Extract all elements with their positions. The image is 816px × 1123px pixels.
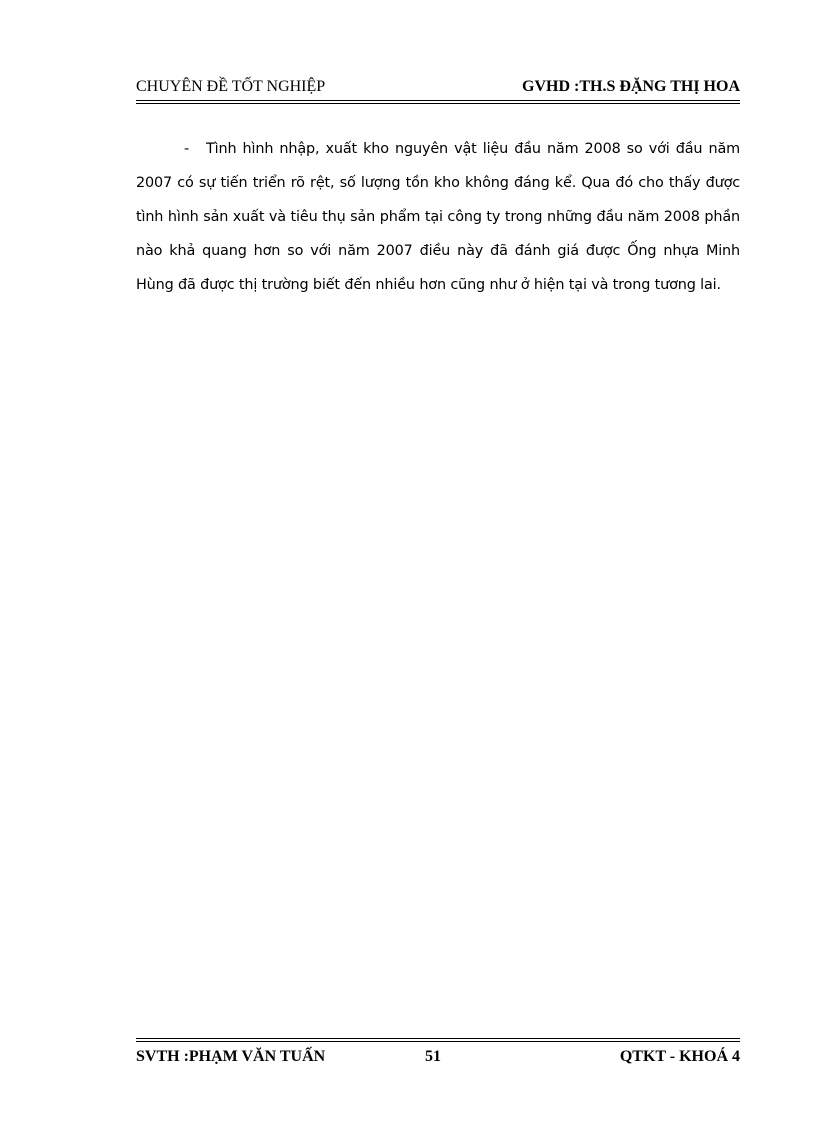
footer-course: QTKT - KHOÁ 4 (619, 1048, 740, 1065)
header-advisor: GVHD :TH.S ĐẶNG THỊ HOA (522, 78, 740, 95)
paragraph-text: Tình hình nhập, xuất kho nguyên vật liệu đầu năm 2008 so với đầu năm 2007 có sự tiến triển rõ rệt, số lượng tồn kho không đáng kể. Qua đó cho thấy được tình hình sản xuất và tiêu thụ sản phẩm tại công ty trong những đầu năm 2008 phần nào khả quang hơn so với năm 2007 điều này đã đánh giá được Ống nhựa Minh Hùng đã được thị trường biết đến nhiều hơn cũng như ở hiện tại và trong tương lai. (136, 141, 740, 293)
header-divider (136, 100, 740, 101)
page-footer (136, 1048, 740, 1070)
header-title: CHUYÊN ĐỀ TỐT NGHIỆP (136, 78, 326, 95)
body-paragraph (136, 132, 740, 302)
footer-student: SVTH :PHẠM VĂN TUẤN (136, 1048, 326, 1065)
header-divider-double (136, 103, 740, 104)
footer-divider-double (136, 1041, 740, 1042)
page-header (136, 78, 740, 100)
footer-divider (136, 1038, 740, 1039)
page-number: 51 (425, 1048, 441, 1065)
bullet-dash: - (184, 141, 190, 157)
